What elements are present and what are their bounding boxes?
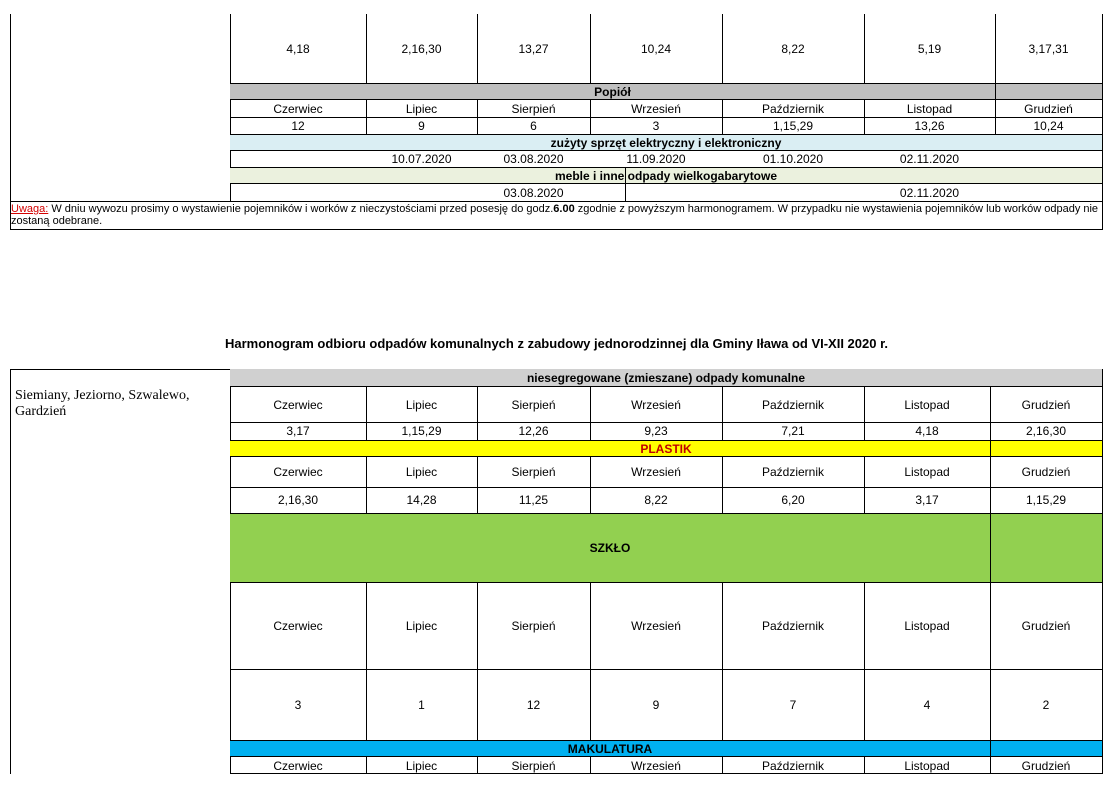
paper-month-oct: Październik (761, 758, 825, 773)
top-value-sep: 10,24 (640, 41, 672, 56)
plastic-value-aug: 11,25 (518, 493, 549, 507)
mixed-month-oct: Październik (761, 397, 825, 412)
glass-value-dec: 2 (1042, 697, 1050, 712)
mixed-month-sep: Wrzesień (631, 397, 681, 412)
bulky-date-1: 03.08.2020 (503, 185, 564, 200)
glass-value-nov: 4 (923, 697, 931, 712)
mixed-month-aug: Sierpień (511, 397, 556, 412)
popiol-value-oct: 1,15,29 (772, 118, 814, 133)
mixed-band (230, 369, 1102, 387)
top-value-nov: 5,19 (917, 41, 942, 56)
plastic-band (230, 440, 1102, 457)
popiol-value-jul: 9 (418, 118, 425, 133)
paper-band-end (990, 740, 1102, 757)
plastic-month-jul: Lipiec (405, 465, 438, 479)
popiol-value-jun: 12 (291, 118, 305, 133)
location-list: Siemiany, Jeziorno, Szwalewo, Gardzień (15, 388, 190, 419)
note-text-2: zgodnie z powyższym harmonogramem. W przypadku nie wystawienia pojemników lub worków odpady nie zostaną odebrane. (11, 203, 1099, 227)
popiol-value-sep: 3 (652, 118, 660, 133)
glass-band (230, 513, 990, 583)
bulky-band (230, 167, 1102, 184)
paper-month-aug: Sierpień (511, 758, 556, 773)
glass-value-jul: 1 (418, 697, 425, 712)
popiol-band (230, 83, 995, 100)
bulky-date-2: 02.11.2020 (899, 185, 960, 200)
plastic-value-oct: 6,20 (781, 493, 805, 507)
plastic-month-nov: Listopad (904, 465, 950, 479)
plastic-label: PLASTIK (640, 441, 692, 456)
glass-month-jul: Lipiec (405, 619, 438, 633)
note-hour: 6.00 (553, 203, 575, 215)
electro-date-1: 10.07.2020 (391, 152, 452, 166)
glass-month-dec: Grudzień (1021, 619, 1071, 633)
glass-value-oct: 7 (789, 697, 797, 712)
page-title: Harmonogram odbioru odpadów komunalnych z zabudowy jednorodzinnej dla Gminy Iława od VI-XII 2020 r. (224, 336, 889, 351)
glass-month-aug: Sierpień (511, 619, 556, 633)
top-value-dec: 3,17,31 (1028, 41, 1069, 56)
top-value-jul: 2,16,30 (401, 41, 442, 56)
paper-month-jun: Czerwiec (273, 758, 323, 773)
top-value-jun: 4,18 (286, 41, 310, 56)
plastic-value-sep: 8,22 (644, 493, 668, 507)
electro-date-3: 11.09.2020 (626, 152, 686, 166)
glass-value-sep: 9 (652, 697, 660, 712)
glass-month-nov: Listopad (904, 619, 950, 633)
mixed-value-jun: 3,17 (286, 424, 310, 438)
popiol-month-nov: Listopad (906, 101, 953, 116)
glass-month-sep: Wrzesień (631, 619, 681, 633)
mixed-month-jul: Lipiec (405, 397, 438, 412)
top-value-aug: 13,27 (518, 41, 549, 56)
popiol-label: Popiół (594, 84, 631, 99)
plastic-month-aug: Sierpień (511, 465, 556, 479)
plastic-value-nov: 3,17 (915, 493, 939, 507)
note-warning-label: Uwaga: (11, 203, 49, 215)
note-text-1: W dniu wywozu prosimy o wystawienie pojemników i worków z nieczystościami przed posesję do godz. (48, 203, 554, 215)
plastic-month-oct: Październik (761, 465, 825, 479)
paper-band (230, 740, 990, 757)
popiol-month-jun: Czerwiec (273, 101, 323, 116)
top-value-oct: 8,22 (781, 41, 805, 56)
paper-month-dec: Grudzień (1021, 758, 1071, 773)
electro-date-5: 02.11.2020 (899, 152, 960, 166)
paper-month-nov: Listopad (904, 758, 950, 773)
popiol-month-jul: Lipiec (405, 101, 438, 116)
popiol-value-aug: 6 (530, 118, 537, 133)
plastic-value-jun: 2,16,30 (277, 493, 319, 507)
popiol-band-end (995, 83, 1102, 100)
paper-label: MAKULATURA (567, 741, 653, 756)
glass-value-aug: 12 (526, 697, 541, 712)
glass-month-oct: Październik (761, 619, 825, 633)
glass-month-jun: Czerwiec (273, 619, 323, 633)
mixed-value-sep: 9,23 (644, 424, 668, 438)
glass-label: SZKŁO (589, 541, 631, 555)
popiol-month-sep: Wrzesień (631, 101, 681, 116)
electro-date-2: 03.08.2020 (503, 152, 564, 166)
mixed-value-jul: 1,15,29 (401, 424, 442, 438)
collection-note (11, 203, 1101, 227)
mixed-value-nov: 4,18 (915, 424, 939, 438)
mixed-value-aug: 12,26 (518, 424, 549, 438)
plastic-value-jul: 14,28 (406, 493, 437, 507)
plastic-month-jun: Czerwiec (273, 465, 323, 479)
electro-label: zużyty sprzęt elektryczny i elektroniczny (550, 135, 782, 150)
bulky-label: meble i inne odpady wielkogabarytowe (554, 168, 778, 183)
mixed-label: niesegregowane (zmieszane) odpady komunalne (526, 370, 806, 385)
glass-band-end (990, 513, 1102, 583)
glass-value-jun: 3 (294, 697, 302, 712)
electro-band (230, 134, 1102, 151)
plastic-month-dec: Grudzień (1021, 465, 1071, 479)
paper-month-jul: Lipiec (405, 758, 438, 773)
mixed-month-nov: Listopad (904, 397, 950, 412)
popiol-month-aug: Sierpień (511, 101, 556, 116)
popiol-value-dec: 10,24 (1033, 118, 1064, 133)
popiol-month-dec: Grudzień (1024, 101, 1073, 116)
popiol-month-oct: Październik (761, 101, 825, 116)
popiol-value-nov: 13,26 (914, 118, 945, 133)
electro-date-4: 01.10.2020 (762, 152, 824, 166)
mixed-month-jun: Czerwiec (273, 397, 323, 412)
plastic-value-dec: 1,15,29 (1025, 493, 1067, 507)
mixed-month-dec: Grudzień (1021, 397, 1071, 412)
mixed-value-oct: 7,21 (781, 424, 805, 438)
paper-month-sep: Wrzesień (631, 758, 681, 773)
mixed-value-dec: 2,16,30 (1025, 424, 1067, 438)
plastic-month-sep: Wrzesień (631, 465, 681, 479)
